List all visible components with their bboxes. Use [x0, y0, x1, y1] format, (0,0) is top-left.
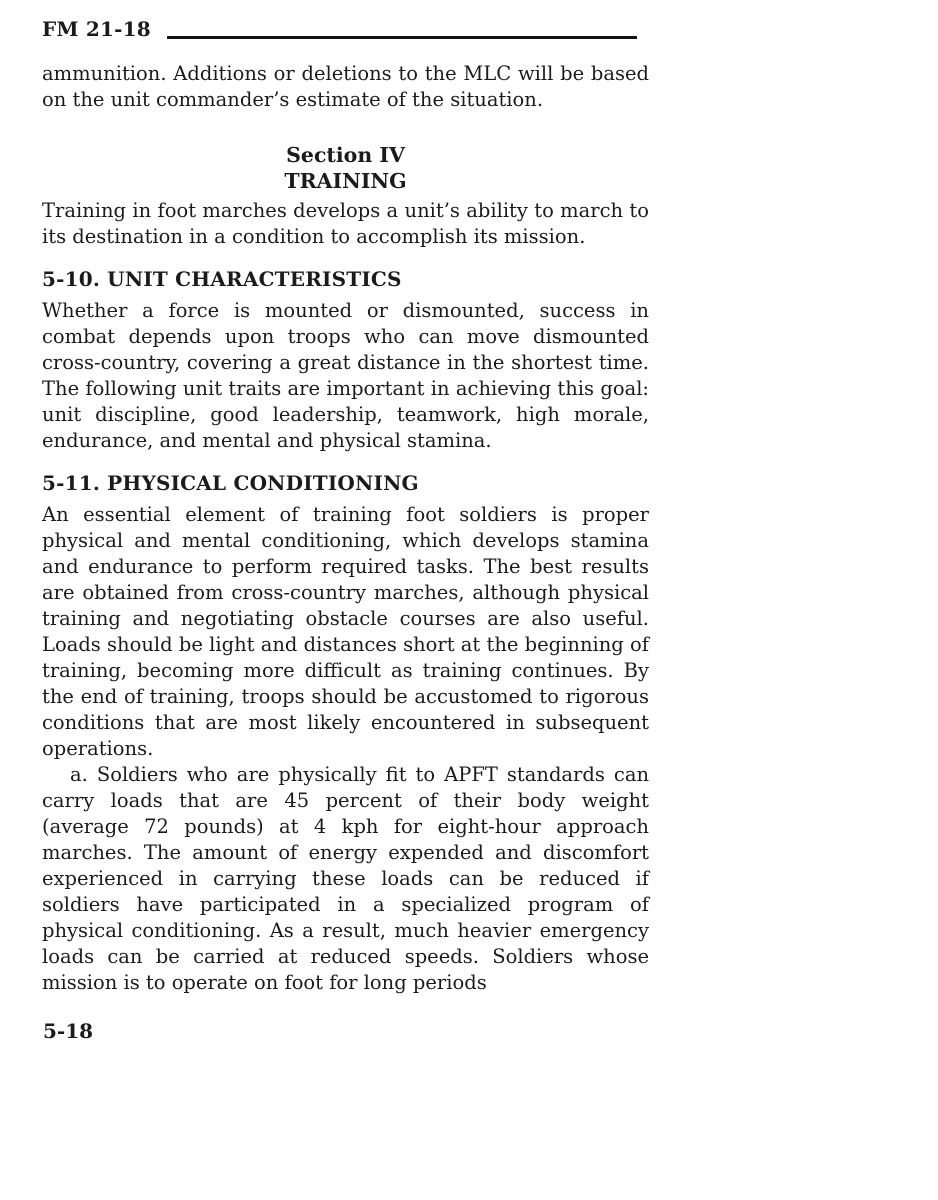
paragraph-sub-a: a. Soldiers who are physically fit to APFT standards can carry loads that are 45 percent of their body weight (average 72 pounds) at 4 kph for eight-hour approach marches. The amount of energy expended and discomfort experienced in carrying these loads can be reduced if soldiers have participated in a specialized program of physical conditioning. As a result, much heavier emergency loads can be carried at reduced speeds. Soldiers whose mission is to operate on foot for long periods: [42, 763, 649, 994]
running-header: [42, 0, 649, 40]
document-page: [42, 0, 649, 996]
document-number: FM 21-18: [42, 17, 151, 41]
section-heading: [42, 142, 649, 194]
heading-5-11-physical-conditioning: 5-11. PHYSICAL CONDITIONING: [42, 471, 419, 495]
paragraph-training-intro: Training in foot marches develops a unit’s ability to march to its destination in a condition to accomplish its mission.: [42, 199, 649, 248]
section-label: Section IV: [286, 143, 405, 167]
section-title: TRAINING: [284, 169, 407, 193]
heading-5-10-unit-characteristics: 5-10. UNIT CHARACTERISTICS: [42, 267, 402, 291]
paragraph-physical-conditioning: An essential element of training foot soldiers is proper physical and mental conditioning, which develops stamina and endurance to perform required tasks. The best results are obtained from cross-country marches, although physical training and negotiating obstacle courses are also useful. Loads should be light and distances short at the beginning of training, becoming more difficult as training continues. By the end of training, troops should be accustomed to rigorous conditions that are most likely encountered in subsequent operations.: [42, 503, 649, 760]
paragraph-unit-characteristics: Whether a force is mounted or dismounted, success in combat depends upon troops who can move dismounted cross-country, covering a great distance in the shortest time. The following unit traits are important in achieving this goal: unit discipline, good leadership, teamwork, high morale, endurance, and mental and physical stamina.: [42, 299, 649, 452]
paragraph-ammunition: ammunition. Additions or deletions to the MLC will be based on the unit commander’s estimate of the situation.: [42, 62, 649, 111]
header-rule: [167, 36, 637, 39]
page-number: 5-18: [43, 1019, 94, 1043]
page-body: [42, 61, 649, 996]
